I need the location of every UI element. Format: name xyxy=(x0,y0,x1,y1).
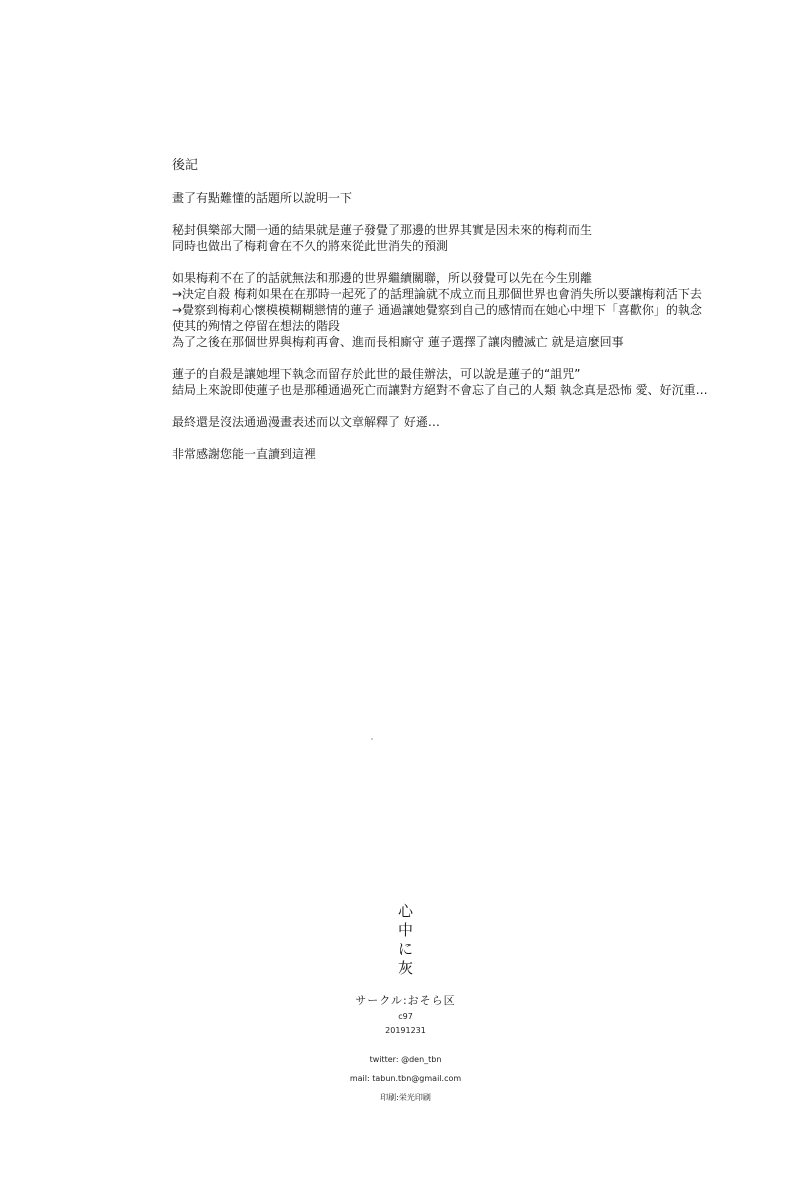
paragraph-4 xyxy=(172,366,772,398)
book-title-char: に xyxy=(397,940,413,958)
mail-address: mail: tabun.tbn@gmail.com xyxy=(349,1074,462,1083)
twitter-handle: twitter: @den_tbn xyxy=(369,1055,442,1064)
book-title-char: 心 xyxy=(397,902,413,920)
book-title xyxy=(396,902,416,978)
contact-block xyxy=(0,1050,811,1107)
colophon xyxy=(0,902,811,1107)
text-line: 使其的殉情之停留在想法的階段 xyxy=(172,319,341,333)
text-line: 為了之後在那個世界與梅莉再會、進而長相廝守 蓮子選擇了讓肉體滅亡 就是這麼回事 xyxy=(172,335,624,349)
text-line: 同時也做出了梅莉會在不久的將來從此世消失的預測 xyxy=(172,239,449,253)
paragraph-1 xyxy=(172,190,772,206)
printer-name: 印刷:栄光印刷 xyxy=(380,1093,431,1102)
text-line: 最終還是沒法通過漫畫表述而以文章解釋了 好遜… xyxy=(172,415,440,429)
text-line: 非常感謝您能一直讀到這裡 xyxy=(172,447,317,461)
text-line: 如果梅莉不在了的話就無法和那邊的世界繼續關聯，所以發覺可以先在今生別離 xyxy=(172,271,593,285)
paragraph-3 xyxy=(172,270,772,350)
text-line: 蓮子的自殺是讓她埋下執念而留存於此世的最佳辦法，可以說是蓮子的“詛咒” xyxy=(172,367,581,381)
paragraph-2 xyxy=(172,222,772,254)
paragraph-6 xyxy=(172,446,772,462)
book-title-char: 中 xyxy=(397,921,413,939)
print-speck xyxy=(371,738,373,740)
paragraph-5 xyxy=(172,414,772,430)
event-label: c97 xyxy=(398,1012,413,1021)
publish-date: 20191231 xyxy=(385,1026,426,1035)
text-line: →覺察到梅莉心懷模模糊糊戀情的蓮子 通過讓她覺察到自己的感情而在她心中埋下「喜歡你」的執念 xyxy=(172,303,702,317)
text-line: 畫了有點難懂的話題所以說明一下 xyxy=(172,191,353,205)
text-line: →決定自殺 梅莉如果在在那時一起死了的話理論就不成立而且那個世界也會消失所以要讓梅莉活下去 xyxy=(172,287,702,301)
text-line: 結局上來說即使蓮子也是那種通過死亡而讓對方絕對不會忘了自己的人類 執念真是恐怖 愛、好沉重… xyxy=(172,383,708,397)
afterword-text xyxy=(172,158,772,478)
afterword-heading: 後記 xyxy=(172,158,199,173)
text-line: 秘封俱樂部大鬧一通的結果就是蓮子發覺了那邊的世界其實是因未來的梅莉而生 xyxy=(172,223,593,237)
circle-name: サークル:おそら区 xyxy=(355,994,456,1007)
book-title-char: 灰 xyxy=(397,959,413,977)
